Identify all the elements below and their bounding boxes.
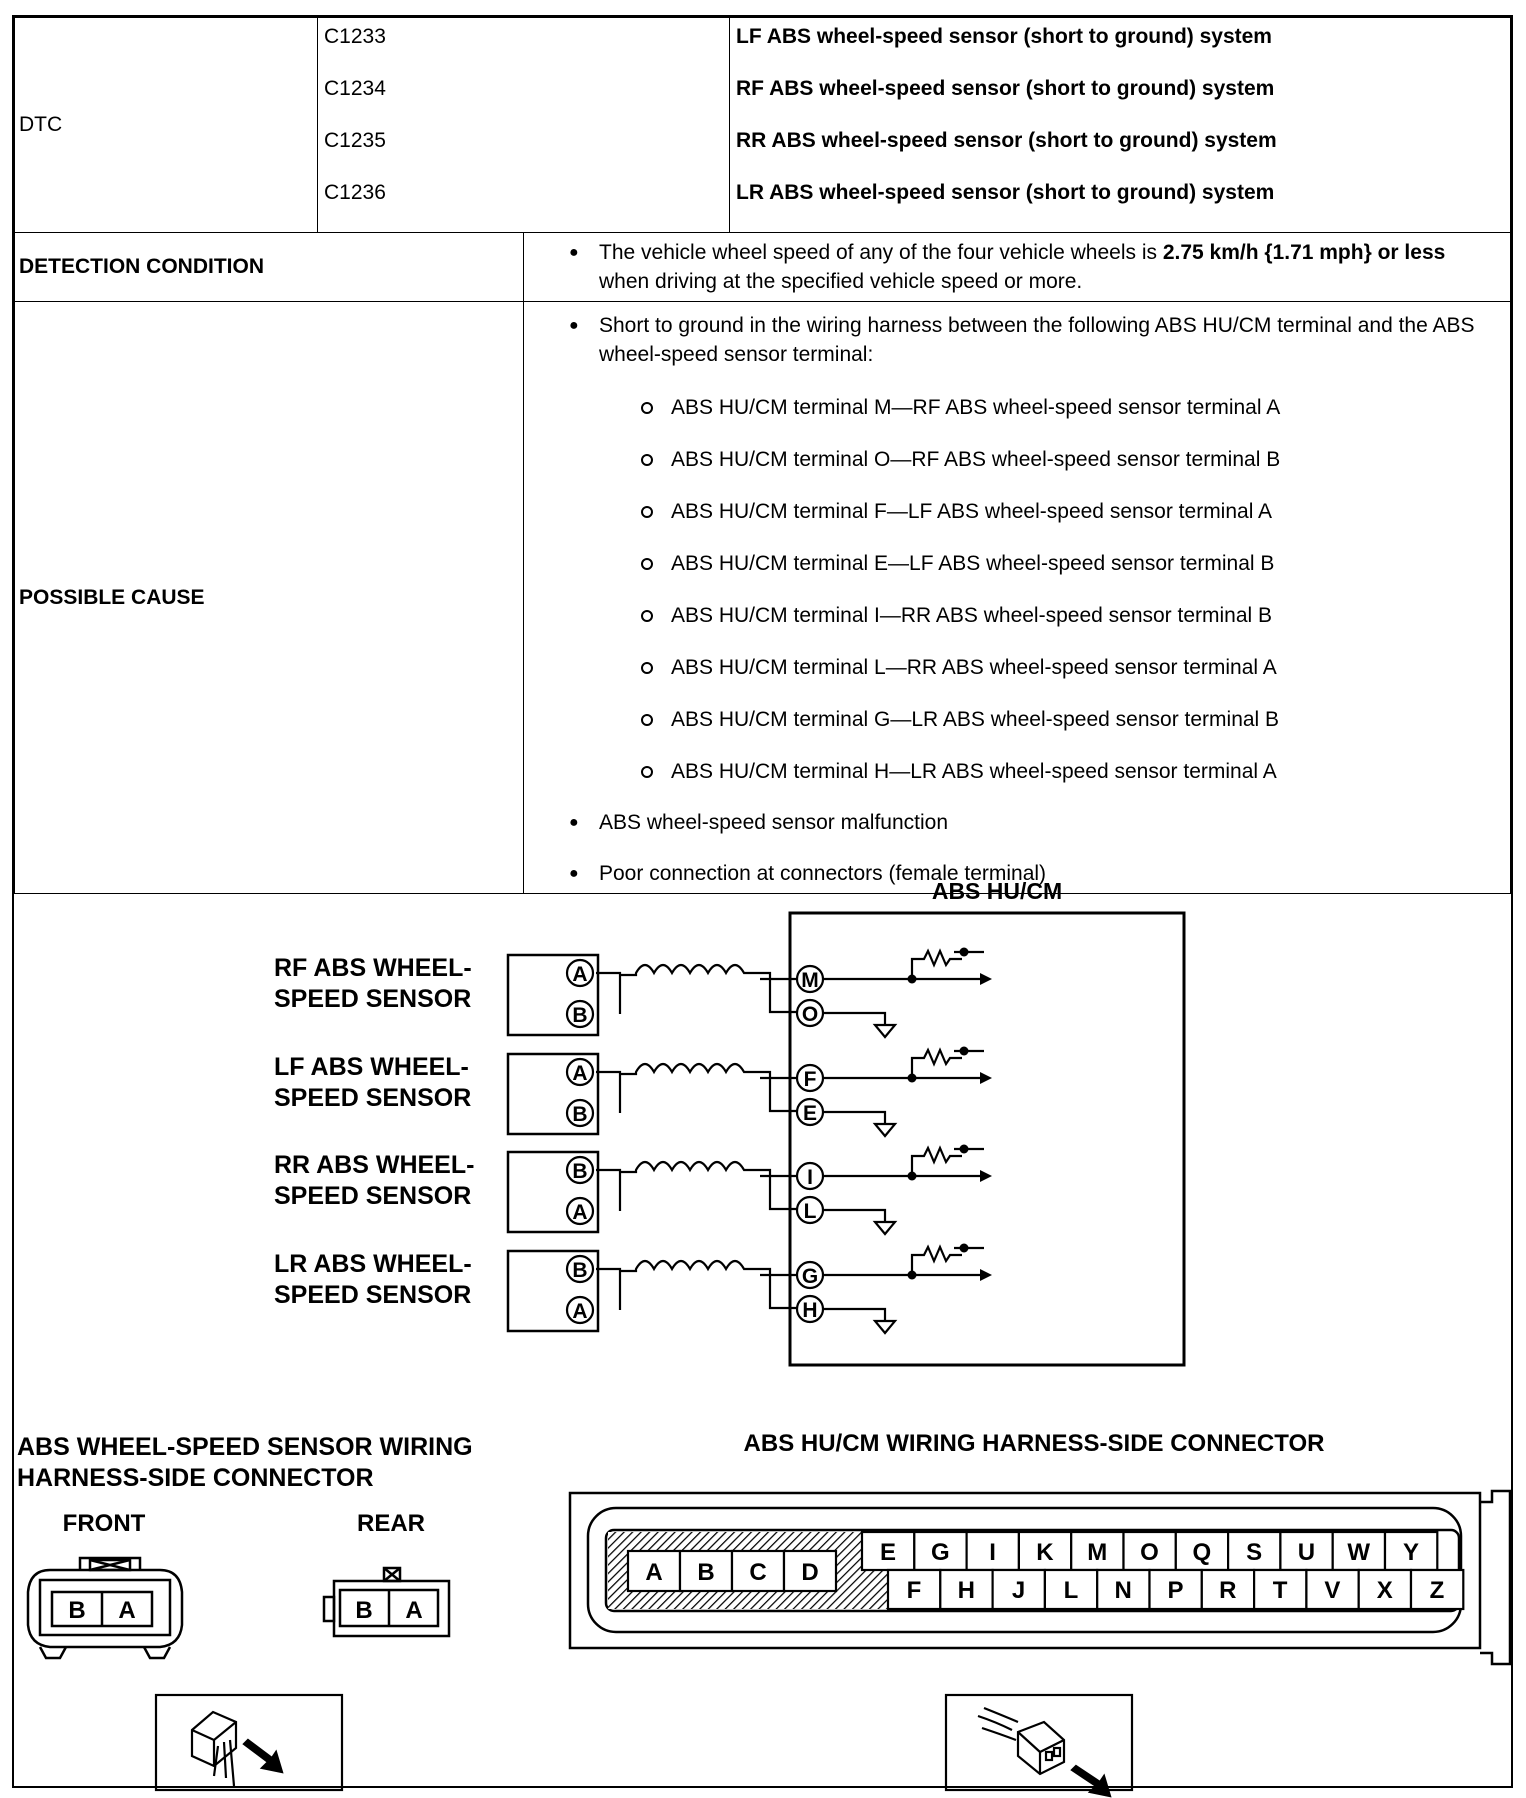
hucm-pin-label: J — [1011, 1577, 1026, 1604]
hucm-pin-label: T — [1272, 1577, 1288, 1604]
hucm-terminal-bottom-label: E — [802, 1102, 818, 1125]
hucm-terminal-top-label: I — [807, 1166, 813, 1189]
module-title: ABS HU/CM — [931, 878, 1063, 904]
hucm-pin-label: P — [1167, 1577, 1184, 1604]
sensor-terminal-top-label: B — [572, 1259, 588, 1282]
hucm-pin-label: G — [930, 1539, 950, 1566]
dtc-system-list — [730, 18, 1511, 233]
detection-condition-cell — [524, 233, 1511, 302]
sensor-name-line2: SPEED SENSOR — [274, 1182, 472, 1210]
hucm-pin-label: Y — [1402, 1539, 1420, 1566]
cause-terminal-item: ABS HU/CM terminal M—RF ABS wheel-speed sensor terminal A — [641, 393, 1497, 422]
cause-terminal-item: ABS HU/CM terminal L—RR ABS wheel-speed sensor terminal A — [641, 653, 1497, 682]
sensor-name-line1: LR ABS WHEEL- — [274, 1250, 472, 1278]
hucm-pin-label: S — [1246, 1539, 1263, 1566]
front-connector-label: FRONT — [62, 1510, 146, 1537]
hucm-pin-label: M — [1087, 1539, 1108, 1566]
cause-terminal-item: ABS HU/CM terminal H—LR ABS wheel-speed sensor terminal A — [641, 757, 1497, 786]
front-pin-a: A — [118, 1597, 136, 1624]
sensor-name-line1: RR ABS WHEEL- — [274, 1151, 475, 1179]
sensor-name-line2: SPEED SENSOR — [274, 1281, 472, 1309]
dtc-info-table — [14, 17, 1511, 894]
hucm-pin-label: F — [906, 1577, 922, 1604]
cause-poor-connection: ● Poor connection at connectors (female terminal) — [569, 859, 1497, 888]
dtc-system: LF ABS wheel-speed sensor (short to ground) system — [736, 25, 1272, 48]
possible-cause-label: POSSIBLE CAUSE — [15, 302, 524, 894]
hucm-terminal-top-label: G — [801, 1265, 819, 1288]
hucm-pin-label: R — [1219, 1577, 1237, 1604]
dtc-code: C1234 — [324, 77, 386, 100]
service-sheet — [12, 15, 1513, 1788]
possible-cause-cell — [524, 302, 1511, 894]
hucm-pin-label: B — [697, 1559, 715, 1586]
sensor-terminal-bottom-label: B — [572, 1004, 588, 1027]
cause-terminal-item: ABS HU/CM terminal G—LR ABS wheel-speed sensor terminal B — [641, 705, 1497, 734]
sensor-name-line1: RF ABS WHEEL- — [274, 954, 472, 982]
sensor-name-line2: SPEED SENSOR — [274, 1084, 472, 1112]
hucm-pin-label: H — [957, 1577, 975, 1604]
dtc-system: LR ABS wheel-speed sensor (short to ground) system — [736, 181, 1275, 204]
dtc-code: C1233 — [324, 25, 386, 48]
detection-condition-label: DETECTION CONDITION — [15, 233, 524, 302]
hucm-pin-label: N — [1114, 1577, 1132, 1604]
dtc-code: C1236 — [324, 181, 386, 204]
hucm-pin-label: L — [1063, 1577, 1079, 1604]
hucm-connector-title: ABS HU/CM WIRING HARNESS-SIDE CONNECTOR — [743, 1430, 1325, 1457]
hucm-pin-label: Q — [1192, 1539, 1212, 1566]
sensor-terminal-bottom-label: A — [572, 1300, 588, 1323]
sensor-terminal-top-label: A — [572, 1062, 588, 1085]
hucm-terminal-top-label: F — [803, 1068, 817, 1091]
hucm-pin-label: W — [1347, 1539, 1371, 1566]
dtc-code-list — [318, 18, 730, 233]
sensor-name-line1: LF ABS WHEEL- — [274, 1053, 469, 1081]
rear-connector-label: REAR — [356, 1510, 426, 1537]
hucm-pin-label: C — [749, 1559, 767, 1586]
hucm-terminal-top-label: M — [801, 969, 819, 992]
cause-sensor-malfunction: ● ABS wheel-speed sensor malfunction — [569, 808, 1497, 837]
sensor-terminal-top-label: A — [572, 963, 588, 986]
sensor-name-line2: SPEED SENSOR — [274, 985, 472, 1013]
hucm-terminal-bottom-label: H — [802, 1299, 818, 1322]
hucm-pin-label: U — [1297, 1539, 1316, 1566]
hucm-terminal-bottom-label: O — [801, 1003, 819, 1026]
sensor-connector-title-2: HARNESS-SIDE CONNECTOR — [17, 1464, 374, 1492]
detection-condition-text: ● The vehicle wheel speed of any of the four vehicle wheels is 2.75 km/h {1.71 mph} or less when driving at the specified vehicle speed or more. — [569, 238, 1497, 296]
hucm-pin-label: E — [879, 1539, 897, 1566]
rear-pin-b: B — [355, 1597, 373, 1624]
dtc-code: C1235 — [324, 129, 386, 152]
dtc-label: DTC — [15, 18, 318, 233]
cause-terminal-item: ABS HU/CM terminal F—LF ABS wheel-speed sensor terminal A — [641, 497, 1497, 526]
sensor-terminal-top-label: B — [572, 1160, 588, 1183]
sensor-connector-title-1: ABS WHEEL-SPEED SENSOR WIRING — [17, 1433, 473, 1461]
rear-pin-a: A — [405, 1597, 423, 1624]
front-pin-b: B — [68, 1597, 86, 1624]
cause-short-to-ground: ● Short to ground in the wiring harness between the following ABS HU/CM terminal and the ABS wheel-speed sensor terminal: ABS HU/CM terminal M—RF ABS wheel-speed sensor terminal A ABS HU/CM terminal O—RF ABS wheel-speed sensor terminal B ABS HU/CM terminal F—LF ABS wheel-speed sensor terminal A ABS HU/CM terminal E—LF ABS wheel-speed sensor terminal B ABS HU/CM terminal I—RR ABS wheel-speed sensor terminal B ABS HU/CM terminal L—RR ABS wheel-speed sensor terminal A ABS HU/CM terminal G—LR ABS wheel-speed sensor terminal B ABS HU/CM terminal H—LR ABS wheel-speed sensor terminal A — [569, 311, 1497, 786]
hucm-pin-label: Z — [1429, 1577, 1445, 1604]
sensor-terminal-bottom-label: A — [572, 1201, 588, 1224]
sensor-terminal-bottom-label: B — [572, 1103, 588, 1126]
cause-terminal-item: ABS HU/CM terminal E—LF ABS wheel-speed sensor terminal B — [641, 549, 1497, 578]
dtc-system: RF ABS wheel-speed sensor (short to ground) system — [736, 77, 1275, 100]
hucm-pin-label: K — [1036, 1539, 1054, 1566]
dtc-system: RR ABS wheel-speed sensor (short to ground) system — [736, 129, 1277, 152]
hucm-pin-label: O — [1140, 1539, 1159, 1566]
cause-terminal-item: ABS HU/CM terminal O—RF ABS wheel-speed sensor terminal B — [641, 445, 1497, 474]
hucm-pin-label: A — [645, 1559, 663, 1586]
hucm-pin-label: X — [1376, 1577, 1393, 1604]
hucm-pin-label: I — [989, 1539, 996, 1566]
hucm-terminal-bottom-label: L — [803, 1200, 817, 1223]
hucm-pin-label: D — [801, 1559, 819, 1586]
cause-terminal-item: ABS HU/CM terminal I—RR ABS wheel-speed sensor terminal B — [641, 601, 1497, 630]
hucm-pin-label: V — [1324, 1577, 1341, 1604]
